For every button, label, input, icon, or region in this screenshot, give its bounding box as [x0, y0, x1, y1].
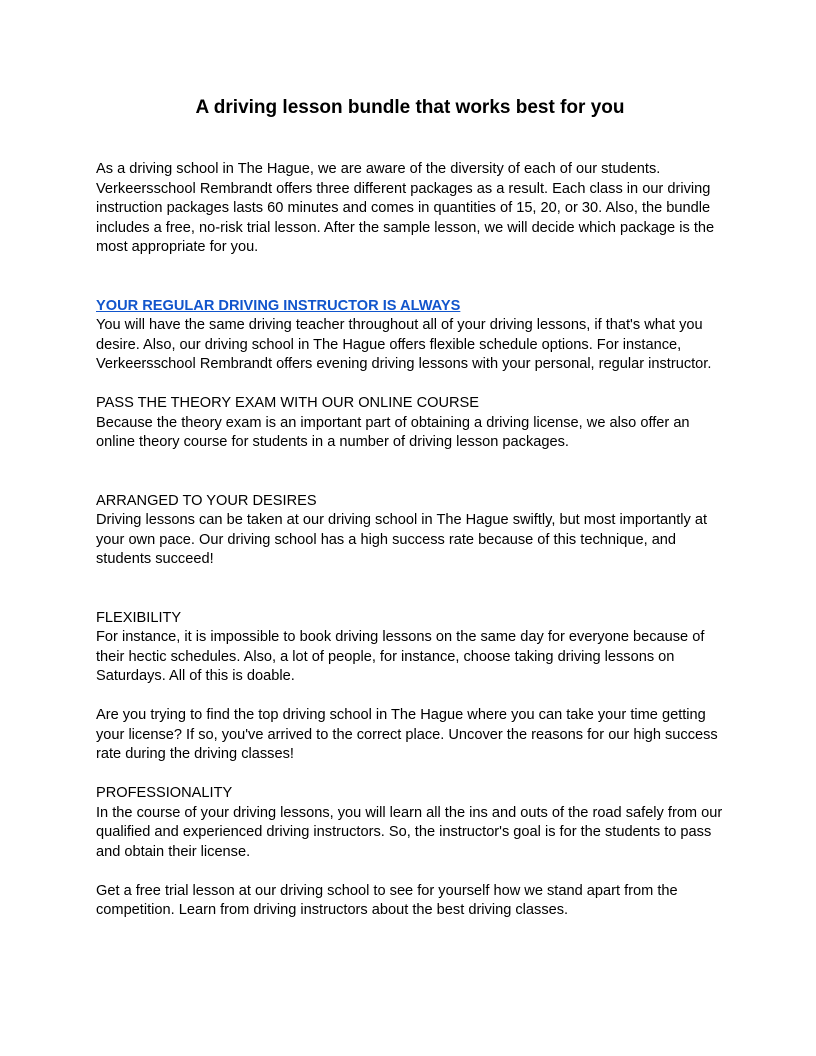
section-heading-theory-exam: PASS THE THEORY EXAM WITH OUR ONLINE COURSE — [96, 395, 480, 411]
intro-paragraph: As a driving school in The Hague, we are aware of the diversity of each of our students. Verkeersschool Rembrandt offers three different packages as a result. Each class in our driving instruction packages lasts 60 minutes and comes in quantities of 15, 20, or 30. Also, the bundle includes a free, no-risk trial lesson. After the sample lesson, we will decide which package is the most appropriate for you. — [96, 161, 715, 255]
spacer — [96, 570, 724, 609]
section-body-regular-instructor: You will have the same driving teacher throughout all of your driving lessons, if that's what you desire. Also, our driving school in The Hague offers flexible schedule options. For instance, Verkeersschool Rembrandt offers evening driving lessons with your personal, regular instructor. — [96, 317, 712, 372]
section-heading-regular-instructor[interactable] — [96, 297, 724, 317]
spacer — [96, 765, 724, 785]
section-body-arranged: Driving lessons can be taken at our driving school in The Hague swiftly, but most importantly at your own pace. Our driving school has a high success rate because of this technique, and students succeed! — [96, 512, 708, 567]
paragraph-free-trial: Get a free trial lesson at our driving school to see for yourself how we stand apart from the competition. Learn from driving instructors about the best driving classes. — [96, 882, 678, 918]
spacer — [96, 862, 724, 882]
spacer — [96, 258, 724, 297]
section-heading-flexibility: FLEXIBILITY — [96, 609, 182, 626]
section-heading-professionality: PROFESSIONALITY — [96, 785, 233, 801]
page-title: A driving lesson bundle that works best for you — [195, 97, 625, 118]
spacer — [96, 375, 724, 395]
section-body-flexibility: For instance, it is impossible to book driving lessons on the same day for everyone because of their hectic schedules. Also, a lot of people, for instance, choose taking driving lessons on Saturdays. All of this is doable. — [96, 629, 705, 684]
spacer — [96, 687, 724, 707]
paragraph-top-school: Are you trying to find the top driving school in The Hague where you can take your time getting your license? If so, you've arrived to the correct place. Uncover the reasons for our high success rate during the driving classes! — [96, 707, 718, 762]
section-body-theory-exam: Because the theory exam is an important part of obtaining a driving license, we also offer an online theory course for students in a number of driving lesson packages. — [96, 414, 690, 450]
section-heading-arranged: ARRANGED TO YOUR DESIRES — [96, 492, 317, 509]
section-body-professionality: In the course of your driving lessons, you will learn all the ins and outs of the road safely from our qualified and experienced driving instructors. So, the instructor's goal is for the students to pass and obtain their license. — [96, 804, 723, 860]
document-page — [96, 92, 724, 921]
spacer — [96, 453, 724, 492]
regular-instructor-link[interactable]: YOUR REGULAR DRIVING INSTRUCTOR IS ALWAYS — [96, 297, 461, 314]
